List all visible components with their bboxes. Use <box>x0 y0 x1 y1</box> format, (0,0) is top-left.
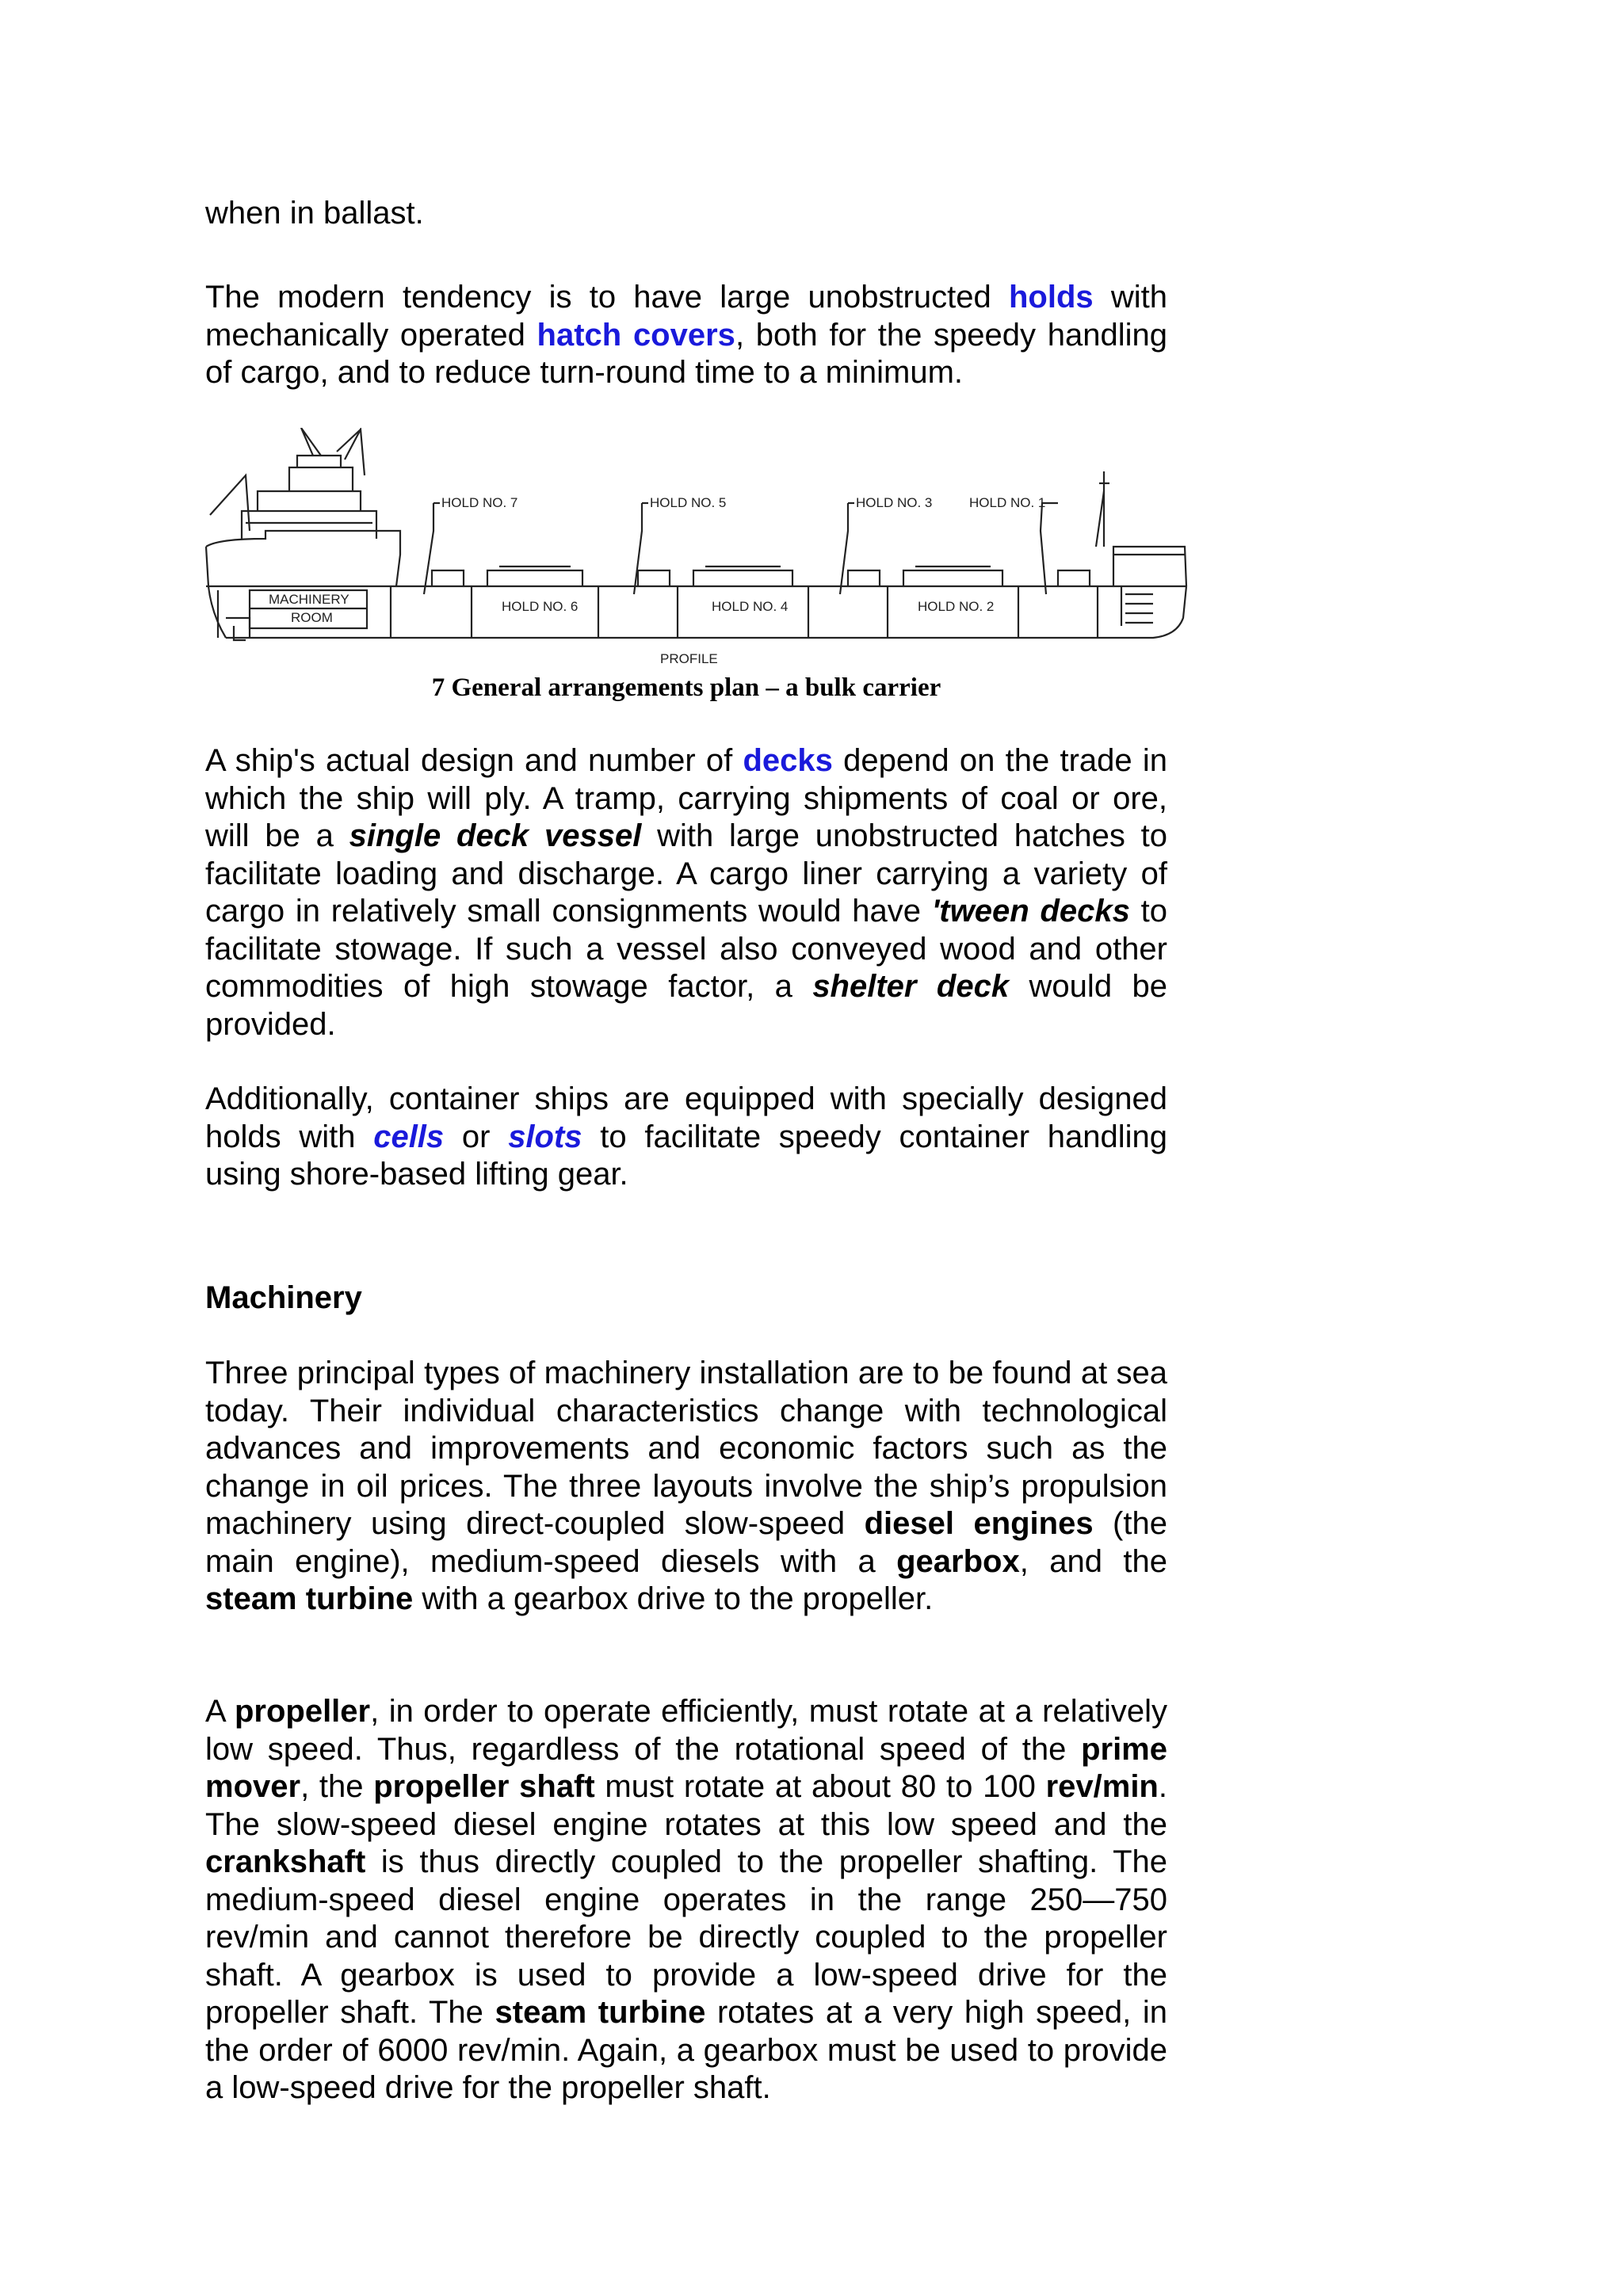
label-machinery: MACHINERY <box>269 592 349 607</box>
bulk-carrier-figure <box>202 428 1193 681</box>
label-hold-4: HOLD NO. 4 <box>712 599 789 614</box>
term-shelter-deck: shelter deck <box>812 969 1010 1004</box>
label-profile: PROFILE <box>660 651 718 666</box>
term-crankshaft: crankshaft <box>205 1844 366 1879</box>
paragraph-propeller: A propeller, in order to operate efficiently, must rotate at a relatively low speed. Thus, regardless of the rotational speed of the prime mover, the propeller shaft must rotate at about 80 to 100 rev/min. The slow-speed diesel engine rotates at this low speed and the crankshaft is thus directly coupled to the propeller shafting. The medium-speed diesel engine operates in the range 250—750 rev/min and cannot therefore be directly coupled to the propeller shaft. A gearbox is used to provide a low-speed drive for the propeller shaft. The steam turbine rotates at a very high speed, in the order of 6000 rev/min. Again, a gearbox must be used to provide a low-speed drive for the propeller shaft. <box>205 1694 1168 2105</box>
term-propeller-shaft: propeller shaft <box>373 1769 595 1804</box>
term-holds: holds <box>1008 280 1094 315</box>
paragraph-decks: A ship's actual design and number of decks depend on the trade in which the ship will ply. A tramp, carrying shipments of coal or ore, will be a single deck vessel with large unobstructed hatches to facilitate loading and discharge. A cargo liner carrying a variety of cargo in relatively small consignments would have 'tween decks to facilitate stowage. If such a vessel also conveyed wood and other commodities of high stowage factor, a shelter deck would be provided. <box>205 743 1168 1042</box>
paragraph-machinery-types: Three principal types of machinery installation are to be found at sea today. Their individual characteristics change with technological advances and improvements and economic factors such as the change in oil prices. The three layouts involve the ship’s propulsion machinery using direct-coupled slow-speed diesel engines (the main engine), medium-speed diesels with a gearbox, and the steam turbine with a gearbox drive to the propeller. <box>205 1356 1167 1616</box>
paragraph-holds: The modern tendency is to have large unobstructed holds with mechanically operated hatch covers, both for the speedy handling of cargo, and to reduce turn-round time to a minimum. <box>205 280 1168 390</box>
label-hold-6: HOLD NO. 6 <box>502 599 579 614</box>
term-decks: decks <box>743 743 833 778</box>
figure-caption: 7 General arrangements plan – a bulk carrier <box>431 673 941 702</box>
label-hold-7: HOLD NO. 7 <box>441 495 518 510</box>
term-prime-mover: prime mover <box>205 1731 1167 1804</box>
term-hatch-covers: hatch covers <box>537 317 735 353</box>
label-room: ROOM <box>291 610 333 625</box>
paragraph-container-ships: Additionally, container ships are equipped with specially designed holds with cells or slots to facilitate speedy container handling using shore-based lifting gear. <box>205 1081 1168 1192</box>
term-steam-turbine-2: steam turbine <box>495 1995 706 2030</box>
label-hold-2: HOLD NO. 2 <box>918 599 995 614</box>
term-single-deck-vessel: single deck vessel <box>349 818 642 853</box>
term-propeller: propeller <box>234 1694 371 1729</box>
label-hold-1: HOLD NO. 1 <box>969 495 1046 510</box>
term-tween-decks: 'tween decks <box>931 894 1130 929</box>
paragraph-ballast: when in ballast. <box>205 196 424 231</box>
bulk-carrier-profile-drawing <box>202 428 1193 681</box>
label-hold-3: HOLD NO. 3 <box>856 495 933 510</box>
term-slots: slots <box>508 1119 582 1154</box>
term-steam-turbine: steam turbine <box>205 1581 414 1616</box>
term-rev-min: rev/min <box>1045 1769 1159 1804</box>
label-hold-5: HOLD NO. 5 <box>650 495 727 510</box>
term-cells: cells <box>373 1119 445 1154</box>
section-heading-machinery: Machinery <box>205 1280 362 1315</box>
term-diesel-engines: diesel engines <box>864 1506 1094 1541</box>
term-gearbox: gearbox <box>896 1543 1020 1579</box>
